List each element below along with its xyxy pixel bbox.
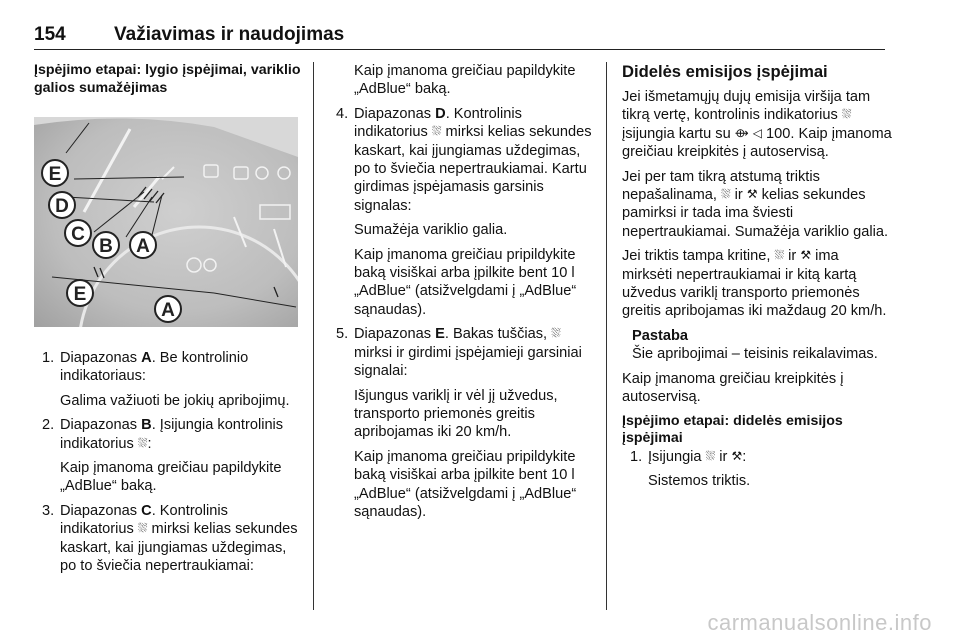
list-item: 4. Diapazonas D. Kontrolinis indikatorius ⛆ mirksi kelias sekundes kaskart, kai įjungiamas uždegimas, po to šviečia nepertraukiamai. Kartu girdimas įspėjamasis garsinis signalas:	[336, 105, 592, 214]
note-block	[622, 327, 892, 364]
label-D: D	[55, 196, 69, 217]
label-B: B	[99, 236, 113, 257]
subheading-level-warnings: Įspėjimo etapai: lygio įspėjimai, variklio galios sumažėjimas	[34, 62, 301, 96]
adblue-warning-icon: ⛆	[841, 107, 852, 122]
adblue-warning-icon: ⛆	[705, 448, 716, 463]
wrench-icon: ⚒	[731, 448, 743, 463]
list-item-detail: Išjungus variklį ir vėl jį užvedus, transporto priemonės greitis apribojamas iki 20 km/h.	[354, 387, 558, 441]
wrench-icon: ⚒	[746, 187, 758, 202]
subheading-emission-warnings: Įspėjimo etapai: didelės emisijos įspėjimai	[622, 412, 843, 446]
note-text: Šie apribojimai – teisinis reikalavimas.	[632, 346, 878, 363]
adblue-warning-icon: ⛆	[137, 521, 148, 536]
page-ref-icon: ◁	[752, 125, 762, 140]
header-divider	[34, 49, 885, 50]
label-A-top: A	[136, 236, 150, 257]
paragraph: Jei triktis tampa kritine, ⛆ ir ⚒ ima mirksėti nepertraukiamai ir kitą kartą užvedus variklį transporto priemonės greitis apribojamas iki maždaug 20 km/h.	[622, 248, 887, 320]
label-E-top: E	[48, 164, 62, 185]
page-title: Važiavimas ir naudojimas	[114, 24, 345, 45]
wrench-icon: ⚒	[800, 248, 812, 263]
list-item: 5. Diapazonas E. Bakas tuščias, ⛆ mirksi ir girdimi įspėjamieji garsiniai signalai:	[336, 326, 582, 380]
column-divider-2	[606, 62, 607, 610]
note-title: Pastaba	[632, 327, 688, 344]
label-E-bottom: E	[73, 284, 87, 305]
engine-check-icon: ⟴	[734, 125, 749, 140]
section-heading: Didelės emisijos įspėjimai	[622, 62, 828, 81]
paragraph: Jei išmetamųjų dujų emisija viršija tam tikrą vertę, kontrolinis indikatorius ⛆ įsijungia kartu su ⟴ ◁ 100. Kaip įmanoma greičiau kreipkitės į autoservisą.	[622, 89, 892, 161]
page-number: 154	[34, 24, 66, 45]
list-item-detail: Kaip įmanoma greičiau pripildykite baką visiškai arba įpilkite bent 10 l „AdBlue“ (atsižvelgdami į „AdBlue“ sąnaudas).	[354, 246, 577, 318]
adblue-warning-icon: ⛆	[431, 124, 442, 139]
list-item: 1. Diapazonas A. Be kontrolinio indikatoriaus:	[42, 350, 249, 385]
column-2	[328, 62, 598, 527]
list-item-detail: Sistemos triktis.	[648, 472, 751, 489]
list-item-detail: Kaip įmanoma greičiau papildykite „AdBlue“ baką.	[354, 63, 576, 98]
list-item: 1. Įsijungia ⛆ ir ⚒:	[630, 448, 747, 465]
list-item: 2. Diapazonas B. Įsijungia kontrolinis indikatorius ⛆:	[42, 417, 284, 452]
list-item-detail: Kaip įmanoma greičiau pripildykite baką visiškai arba įpilkite bent 10 l „AdBlue“ (atsižvelgdami į „AdBlue“ sąnaudas).	[354, 448, 577, 520]
column-1	[34, 62, 302, 581]
gauge-illustration	[34, 117, 298, 327]
page-header	[34, 22, 924, 52]
label-A-bottom: A	[161, 300, 175, 321]
adblue-warning-icon: ⛆	[721, 187, 731, 202]
list-item: 3. Diapazonas C. Kontrolinis indikatorius ⛆ mirksi kelias sekundes kaskart, kai įjungiamas uždegimas, po to šviečia nepertraukiamai:	[42, 502, 298, 575]
gauge-figure	[34, 117, 298, 327]
list-item-detail: Sumažėja variklio galia.	[354, 222, 508, 239]
column-3	[622, 62, 892, 496]
column-divider-1	[313, 62, 314, 610]
list-item-detail: Galima važiuoti be jokių apribojimų.	[60, 392, 290, 409]
paragraph: Jei per tam tikrą atstumą triktis nepašalinama, ⛆ ir ⚒ kelias sekundes pamirksi ir tada ima šviesti nepertraukiamai. Sumažėja variklio galia.	[622, 168, 889, 240]
label-C: C	[71, 224, 85, 245]
watermark: carmanualsonline.info	[707, 610, 932, 635]
paragraph: Kaip įmanoma greičiau kreipkitės į autoservisą.	[622, 370, 844, 406]
adblue-warning-icon: ⛆	[137, 435, 148, 450]
list-item-detail: Kaip įmanoma greičiau papildykite „AdBlue“ baką.	[60, 460, 282, 495]
adblue-warning-icon: ⛆	[551, 326, 561, 341]
adblue-warning-icon: ⛆	[774, 248, 785, 263]
